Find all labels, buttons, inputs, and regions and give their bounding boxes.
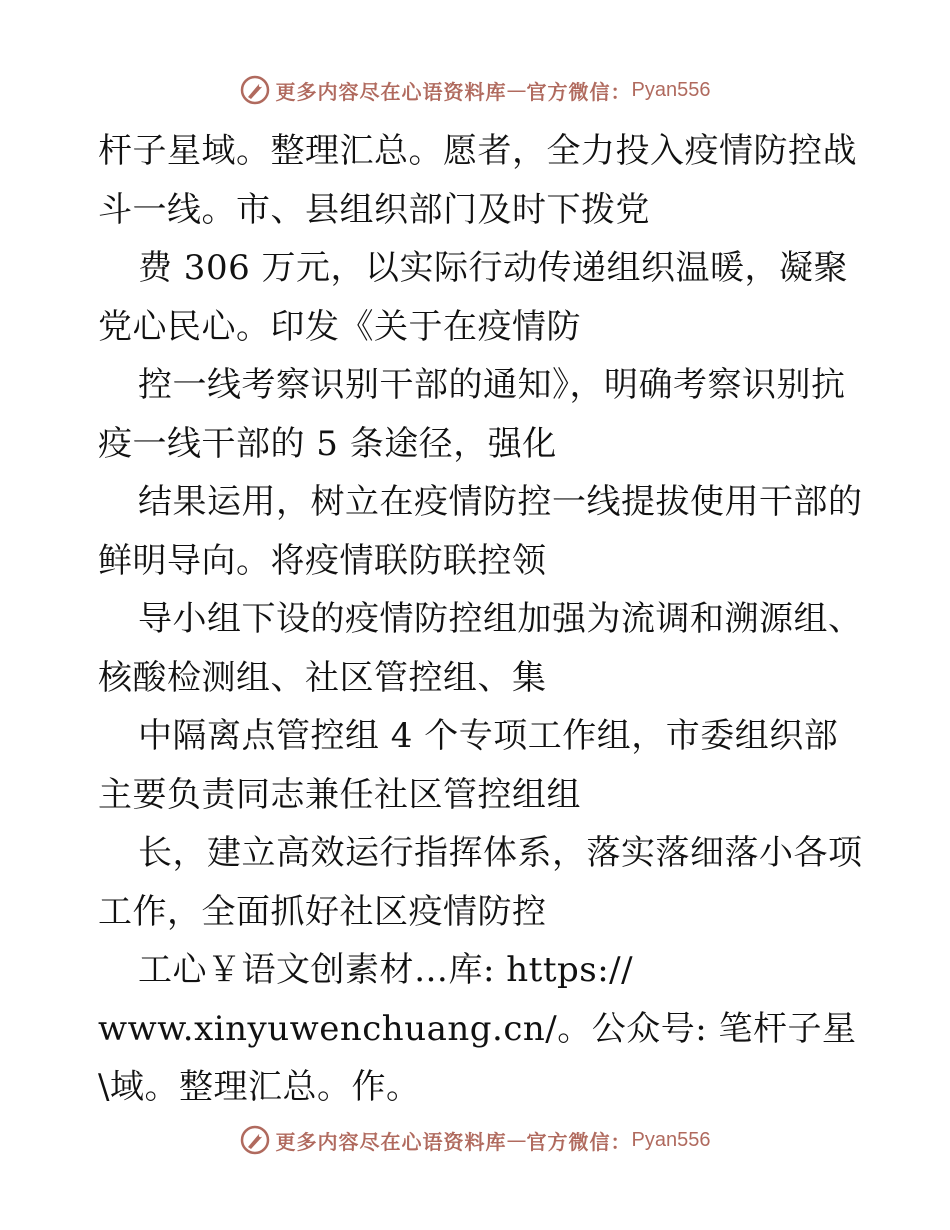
text-line: 费 306 万元，以实际行动传递组织温暖，凝聚 — [138, 248, 849, 288]
banner-dash: — — [506, 1128, 527, 1152]
text-line: 控一线考察识别干部的通知》，明确考察识别抗 — [138, 365, 846, 405]
pen-nib-logo-icon — [240, 75, 270, 105]
text-line: 鲜明导向。将疫情联防联控领 — [98, 540, 547, 581]
text-line: 党心民心。印发《关于在疫情防 — [98, 306, 581, 347]
text-line: www.xinyuwenchuang.cn/。公众号: 笔杆子星 — [98, 1008, 857, 1049]
banner-wechat-label: 官方微信： — [526, 79, 632, 104]
text-line: 疫一线干部的 5 条途径，强化 — [98, 423, 557, 464]
banner-wechat-label: 官方微信： — [526, 1129, 632, 1154]
banner-dash: — — [506, 78, 527, 102]
document-body — [98, 122, 888, 1117]
pen-nib-logo-icon — [240, 1125, 270, 1155]
text-line: 主要负责同志兼任社区管控组组 — [98, 774, 581, 815]
text-line: 核酸检测组、社区管控组、集 — [98, 657, 547, 698]
text-line: 长，建立高效运行指挥体系，落实落细落小各项 — [138, 833, 863, 873]
text-line: 工心￥语文创素材…库: https:// — [138, 950, 634, 990]
text-line: 中隔离点管控组 4 个专项工作组，市委组织部 — [138, 716, 839, 756]
text-line: \域。整理汇总。作。 — [98, 1067, 421, 1107]
text-line: 工作，全面抓好社区疫情防控 — [98, 891, 547, 932]
footer-banner — [0, 1120, 950, 1160]
text-line: 杆子星域。整理汇总。愿者，全力投入疫情防控战 — [98, 131, 857, 171]
text-line: 导小组下设的疫情防控组加强为流调和溯源组、 — [138, 599, 863, 639]
banner-wechat-id: Pyan556 — [631, 78, 711, 101]
banner-wechat-id: Pyan556 — [631, 1128, 711, 1151]
banner-text: 更多内容尽在心语资料库 — [275, 1129, 507, 1154]
header-banner — [0, 70, 950, 110]
text-line: 斗一线。市、县组织部门及时下拨党 — [98, 189, 650, 230]
banner-text: 更多内容尽在心语资料库 — [275, 79, 507, 104]
text-line: 结果运用，树立在疫情防控一线提拔使用干部的 — [138, 482, 863, 522]
